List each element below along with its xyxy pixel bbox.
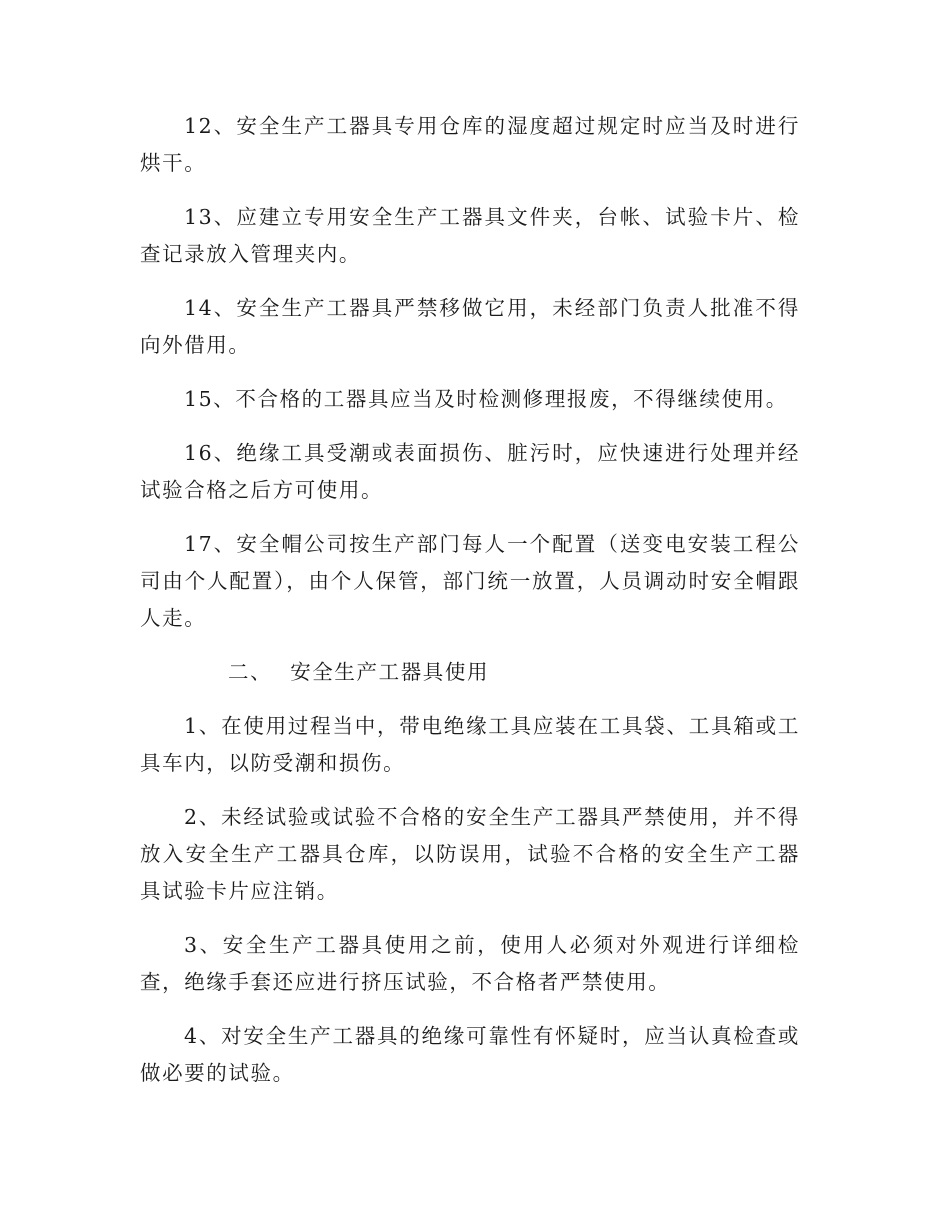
paragraph-16: 16、绝缘工具受潮或表面损伤、脏污时，应快速进行处理并经试验合格之后方可使用。: [140, 441, 800, 502]
paragraph-4: 4、对安全生产工器具的绝缘可靠性有怀疑时，应当认真检查或做必要的试验。: [140, 1024, 800, 1085]
paragraph-12: 12、安全生产工器具专用仓库的湿度超过规定时应当及时进行烘干。: [140, 114, 800, 175]
paragraph-14: 14、安全生产工器具严禁移做它用，未经部门负责人批准不得向外借用。: [140, 296, 800, 357]
paragraph-1: 1、在使用过程当中，带电绝缘工具应装在工具袋、工具箱或工具车内，以防受潮和损伤。: [140, 714, 800, 775]
paragraph-3: 3、安全生产工器具使用之前，使用人必须对外观进行详细检查，绝缘手套还应进行挤压试验，不合格者严禁使用。: [140, 933, 800, 994]
section-heading: [140, 654, 800, 691]
paragraph-13: 13、应建立专用安全生产工器具文件夹，台帐、试验卡片、检查记录放入管理夹内。: [140, 205, 800, 266]
section-title: 安全生产工器具使用: [290, 660, 490, 684]
document-body: [140, 108, 800, 1109]
paragraph-17: 17、安全帽公司按生产部门每人一个配置（送变电安装工程公司由个人配置），由个人保管，部门统一放置，人员调动时安全帽跟人走。: [140, 532, 800, 630]
paragraph-15: 15、不合格的工器具应当及时检测修理报废，不得继续使用。: [184, 387, 788, 411]
paragraph-2: 2、未经试验或试验不合格的安全生产工器具严禁使用，并不得放入安全生产工器具仓库，以防误用，试验不合格的安全生产工器具试验卡片应注销。: [140, 805, 800, 903]
section-number: 二、: [228, 660, 273, 684]
